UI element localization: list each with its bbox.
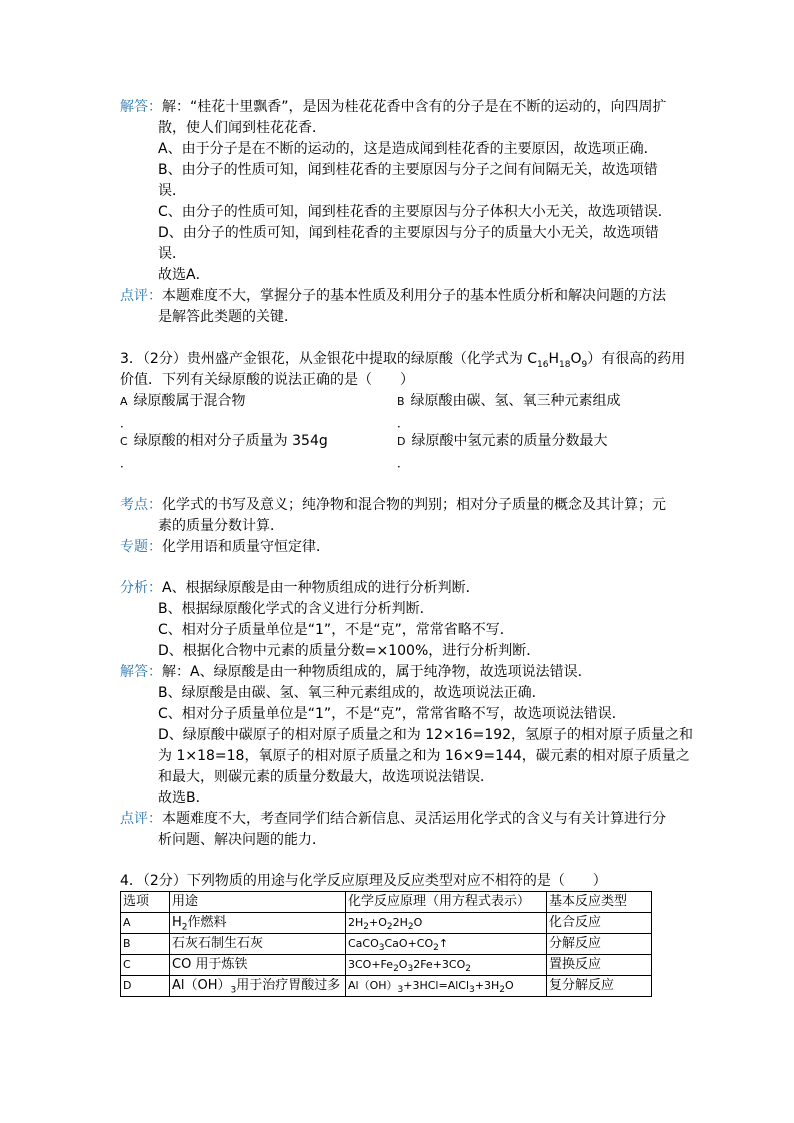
q2-answer-line-2: 散，使人们闻到桂花花香． (158, 120, 326, 136)
q2-answer-line-6: C、由分子的性质可知，闻到桂花香的主要原因与分子体积大小无关，故选项错误． (158, 204, 672, 220)
q3-jieda-line-1 (120, 662, 592, 682)
use-part: 作燃料 (187, 915, 227, 930)
q3-fenxi-label: 分析： (120, 580, 162, 596)
eq-part: +3HCl=AlCl (403, 979, 470, 992)
eq-sub: 3 (378, 943, 385, 954)
option-dot: ． (397, 416, 410, 430)
table-cell-equation (346, 955, 547, 976)
q3-fenxi-text: A、根据绿原酸是由一种物质组成的进行分析判断． (162, 580, 480, 596)
eq-part: O (398, 958, 408, 971)
q3-jieda-label: 解答： (120, 664, 162, 680)
table-header-row (121, 892, 652, 913)
q2-answer-line-1 (120, 97, 667, 117)
option-text: 绿原酸中氢元素的质量分数最大 (411, 433, 608, 449)
table-cell-type: 分解反应 (547, 934, 652, 955)
q3-jieda-line-3: C、相对分子质量单位是“1”，不是“克”，常常省略不写，故选项说法错误． (158, 706, 626, 722)
eq-sub: 3 (407, 964, 414, 975)
table-row (121, 955, 652, 976)
q3-stem-part: 3．（2分）贵州盛产金银花，从金银花中提取的绿原酸（化学式为 C (120, 351, 538, 367)
q4-table (120, 891, 652, 997)
q3-kaodian-line-2: 素的质量分数计算． (158, 518, 284, 534)
q3-kaodian-label: 考点： (120, 497, 162, 513)
q2-answer-line-3: A、由于分子是在不断的运动的，这是造成闻到桂花香的主要原因，故选项正确． (158, 141, 658, 157)
q2-comment-line-2: 是解答此类题的关键． (158, 309, 298, 325)
q3-jieda-line-7: 故选B． (158, 790, 210, 806)
q2-answer-line-8: 误． (158, 246, 186, 262)
q3-option-b (397, 391, 621, 412)
option-text: 绿原酸由碳、氢、氧三种元素组成 (410, 393, 621, 409)
eq-part: O (504, 979, 514, 992)
use-sub: 3 (230, 985, 237, 996)
eq-part: 2H (392, 916, 408, 929)
table-cell-type: 复分解反应 (547, 976, 652, 997)
q2-answer-line-4: B、由分子的性质可知，闻到桂花香的主要原因与分子之间有间隔无关，故选项错 (158, 162, 658, 178)
q2-comment-line-1 (120, 286, 666, 306)
q3-option-d (397, 431, 607, 452)
table-cell-use (170, 913, 346, 934)
q3-zhuanti-line (120, 537, 330, 557)
q3-dianping-label: 点评： (120, 811, 162, 827)
eq-sub: 2 (363, 922, 370, 933)
q2-comment-label: 点评： (120, 288, 162, 304)
q4-stem: 4．（2分）下列物质的用途与化学反应原理及反应类型对应不相符的是（ ） (120, 873, 607, 889)
table-header-cell: 用途 (170, 892, 346, 913)
q2-comment-text: 本题难度不大，掌握分子的基本性质及利用分子的基本性质分析和解决问题的方法 (162, 288, 666, 304)
eq-part: +3H (474, 979, 500, 992)
use-sub: 2 (181, 922, 188, 933)
table-header-cell: 选项 (121, 892, 170, 913)
q3-formula-sub: 16 (537, 359, 549, 370)
q2-answer-line-9: 故选A． (158, 267, 210, 283)
q3-option-c (120, 431, 328, 452)
option-text: 绿原酸的相对分子质量为 354g (133, 433, 328, 449)
q3-fenxi-line-4: D、根据化合物中元素的质量分数=×100%，进行分析判断． (158, 643, 541, 659)
option-letter: D (397, 435, 406, 448)
table-header-cell: 基本反应类型 (547, 892, 652, 913)
q3-formula-part: H (548, 351, 560, 367)
eq-sub: 2 (386, 922, 393, 933)
q3-fenxi-line-1 (120, 578, 480, 598)
q3-dianping-line-2: 析问题、解决问题的能力． (158, 832, 326, 848)
q3-fenxi-line-3: C、相对分子质量单位是“1”，不是“克”，常常省略不写． (158, 622, 514, 638)
option-text: 绿原酸属于混合物 (133, 393, 246, 409)
eq-part: ↑ (438, 937, 449, 950)
eq-part: Al（OH） (348, 979, 398, 992)
eq-part: O (413, 916, 423, 929)
q3-stem-part: ）有很高的药用 (587, 351, 686, 367)
eq-sub: 2 (465, 964, 471, 975)
eq-sub: 3 (397, 985, 404, 996)
option-dot: ． (120, 416, 133, 430)
q3-formula-sub: 9 (581, 359, 588, 370)
eq-sub: 3 (469, 985, 475, 996)
table-row (121, 934, 652, 955)
q3-jieda-line-6: 和最大，则碳元素的质量分数最大，故选项说法错误． (158, 769, 494, 785)
eq-part: 2H (348, 916, 364, 929)
use-part: Al（OH） (172, 978, 231, 993)
table-row (121, 976, 652, 997)
eq-part: CaO+CO (384, 937, 434, 950)
q2-answer-label: 解答： (120, 99, 162, 115)
table-cell-type: 化合反应 (547, 913, 652, 934)
table-cell-option: B (121, 934, 170, 955)
table-cell-option: A (121, 913, 170, 934)
q3-jieda-text: 解：A、绿原酸是由一种物质组成的，属于纯净物，故选项说法错误． (162, 664, 592, 680)
q3-zhuanti-label: 专题： (120, 539, 162, 555)
table-cell-equation (346, 976, 547, 997)
use-part: H (172, 915, 182, 930)
q3-formula-part: O (570, 351, 582, 367)
q3-option-a (120, 391, 246, 412)
eq-sub: 2 (433, 943, 439, 954)
table-cell-equation (346, 934, 547, 955)
option-letter: B (397, 395, 405, 408)
table-row (121, 913, 652, 934)
q3-jieda-line-5: 为 1×18=18，氧原子的相对原子质量之和为 16×9=144，碳元素的相对原子质量之 (158, 748, 690, 764)
option-dot: ． (120, 456, 133, 470)
q3-jieda-line-2: B、绿原酸是由碳、氢、氧三种元素组成的，故选项说法正确． (158, 685, 546, 701)
eq-sub: 2 (499, 985, 505, 996)
table-cell-use: CO 用于炼铁 (170, 955, 346, 976)
q3-dianping-text: 本题难度不大，考查同学们结合新信息、灵活运用化学式的含义与有关计算进行分 (162, 811, 666, 827)
eq-part: +O (369, 916, 387, 929)
q3-stem-line-2: 价值．下列有关绿原酸的说法正确的是（ ） (120, 372, 414, 388)
table-cell-equation (346, 913, 547, 934)
table-cell-option: D (121, 976, 170, 997)
table-header-cell: 化学反应原理（用方程式表示） (346, 892, 547, 913)
option-letter: C (120, 435, 128, 448)
q3-stem-line-1 (120, 349, 685, 369)
table-cell-use: 石灰石制生石灰 (170, 934, 346, 955)
option-dot: ． (397, 456, 410, 470)
q3-jieda-line-4: D、绿原酸中碳原子的相对原子质量之和为 12×16=192，氢原子的相对原子质量之和 (158, 727, 694, 743)
eq-part: 3CO+Fe (348, 958, 394, 971)
table-cell-option: C (121, 955, 170, 976)
q3-kaodian-line-1 (120, 495, 666, 515)
q3-zhuanti-text: 化学用语和质量守恒定律． (162, 539, 330, 555)
eq-part: 2Fe+3CO (413, 958, 466, 971)
q3-kaodian-text: 化学式的书写及意义；纯净物和混合物的判别；相对分子质量的概念及其计算；元 (162, 497, 666, 513)
q3-fenxi-line-2: B、根据绿原酸化学式的含义进行分析判断． (158, 601, 434, 617)
option-letter: A (120, 395, 128, 408)
table-cell-type: 置换反应 (547, 955, 652, 976)
table-cell-use (170, 976, 346, 997)
eq-sub: 2 (407, 922, 414, 933)
eq-sub: 2 (393, 964, 399, 975)
eq-part: CaCO (348, 937, 379, 950)
q2-answer-line-5: 误． (158, 183, 186, 199)
q2-answer-text: 解：“桂花十里飘香”，是因为桂花花香中含有的分子是在不断的运动的，向四周扩 (162, 99, 667, 115)
q2-answer-line-7: D、由分子的性质可知，闻到桂花香的主要原因与分子的质量大小无关，故选项错 (158, 225, 659, 241)
q3-formula-sub: 18 (559, 359, 571, 370)
q3-dianping-line-1 (120, 809, 666, 829)
use-part: 用于治疗胃酸过多 (236, 978, 341, 993)
